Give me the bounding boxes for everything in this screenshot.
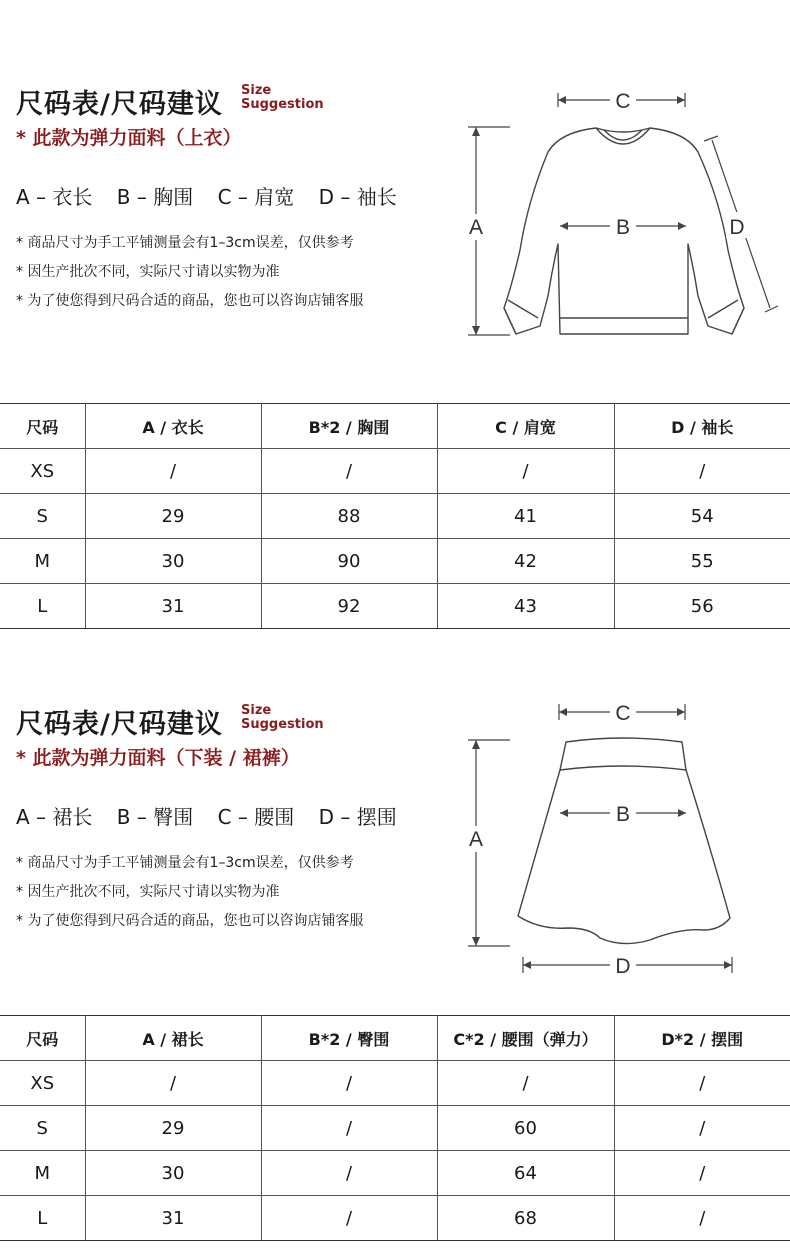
table-cell: / xyxy=(614,449,790,494)
table-cell: 29 xyxy=(85,494,261,539)
table-cell: 31 xyxy=(85,584,261,629)
table-row xyxy=(0,1151,790,1196)
table-cell: / xyxy=(614,1061,790,1106)
table-cell: 30 xyxy=(85,1151,261,1196)
table-header-cell: B*2 / 臀围 xyxy=(261,1016,437,1061)
note-line: * 因生产批次不同，实际尺寸请以实物为准 xyxy=(16,884,280,900)
table-cell: 41 xyxy=(437,494,614,539)
table-header-cell: B*2 / 胸围 xyxy=(261,404,437,449)
table-cell: 54 xyxy=(614,494,790,539)
table-cell: / xyxy=(261,1106,437,1151)
bottom-size-table xyxy=(0,1015,790,1241)
table-cell: 29 xyxy=(85,1106,261,1151)
label-d: D xyxy=(615,955,631,978)
table-cell: 68 xyxy=(437,1196,614,1241)
page-title: 尺码表/尺码建议 xyxy=(16,89,223,120)
table-cell: / xyxy=(614,1151,790,1196)
table-row xyxy=(0,1106,790,1151)
note-line: * 商品尺寸为手工平铺测量会有1–3cm误差，仅供参考 xyxy=(16,235,354,251)
note-line: * 商品尺寸为手工平铺测量会有1–3cm误差，仅供参考 xyxy=(16,855,354,871)
label-b: B xyxy=(615,803,631,826)
table-cell: 60 xyxy=(437,1106,614,1151)
table-cell: L xyxy=(0,1196,85,1241)
legend-item: A – 衣长 xyxy=(16,185,93,209)
table-cell: / xyxy=(261,1061,437,1106)
legend-item: C – 腰围 xyxy=(217,805,295,829)
table-cell: / xyxy=(261,449,437,494)
table-cell: / xyxy=(261,1196,437,1241)
table-header-row xyxy=(0,1016,790,1061)
label-c: C xyxy=(615,702,631,725)
legend-item: B – 臀围 xyxy=(116,805,194,829)
table-row xyxy=(0,1196,790,1241)
size-suggestion-label: Size Suggestion xyxy=(241,703,324,732)
table-cell: / xyxy=(614,1106,790,1151)
label-b: B xyxy=(615,216,631,239)
table-cell: M xyxy=(0,1151,85,1196)
table-header-cell: A / 衣长 xyxy=(85,404,261,449)
table-cell: XS xyxy=(0,1061,85,1106)
table-cell: 56 xyxy=(614,584,790,629)
table-cell: / xyxy=(85,449,261,494)
fabric-note: * 此款为弹力面料（下装 / 裙裤） xyxy=(16,747,300,769)
table-cell: 31 xyxy=(85,1196,261,1241)
table-cell: 55 xyxy=(614,539,790,584)
legend-item: D – 袖长 xyxy=(318,185,397,209)
label-c: C xyxy=(615,90,631,113)
note-line: * 为了使您得到尺码合适的商品，您也可以咨询店铺客服 xyxy=(16,293,364,309)
legend-item: A – 裙长 xyxy=(16,805,93,829)
measurement-legend xyxy=(16,801,415,830)
table-cell: 90 xyxy=(261,539,437,584)
table-cell: 30 xyxy=(85,539,261,584)
table-cell: 92 xyxy=(261,584,437,629)
skirt-diagram xyxy=(450,695,790,985)
table-cell: / xyxy=(261,1151,437,1196)
table-cell: / xyxy=(437,1061,614,1106)
table-header-cell: D / 袖长 xyxy=(614,404,790,449)
table-cell: M xyxy=(0,539,85,584)
table-header-cell: C*2 / 腰围（弹力） xyxy=(437,1016,614,1061)
note-line: * 为了使您得到尺码合适的商品，您也可以咨询店铺客服 xyxy=(16,913,364,929)
table-cell: S xyxy=(0,494,85,539)
legend-item: D – 摆围 xyxy=(318,805,397,829)
table-cell: 88 xyxy=(261,494,437,539)
table-cell: L xyxy=(0,584,85,629)
legend-item: C – 肩宽 xyxy=(217,185,295,209)
size-suggestion-label: Size Suggestion xyxy=(241,83,324,112)
table-header-cell: C / 肩宽 xyxy=(437,404,614,449)
table-cell: XS xyxy=(0,449,85,494)
table-header-cell: D*2 / 摆围 xyxy=(614,1016,790,1061)
label-a: A xyxy=(468,216,484,239)
legend-item: B – 胸围 xyxy=(116,185,194,209)
table-cell: 64 xyxy=(437,1151,614,1196)
label-a: A xyxy=(468,828,484,851)
fabric-note: * 此款为弹力面料（上衣） xyxy=(16,127,242,149)
table-row xyxy=(0,1061,790,1106)
table-cell: S xyxy=(0,1106,85,1151)
table-header-cell: 尺码 xyxy=(0,404,85,449)
page-title: 尺码表/尺码建议 xyxy=(16,709,223,740)
note-line: * 因生产批次不同，实际尺寸请以实物为准 xyxy=(16,264,280,280)
label-d: D xyxy=(729,216,745,239)
table-cell: / xyxy=(614,1196,790,1241)
table-header-cell: A / 裙长 xyxy=(85,1016,261,1061)
table-header-cell: 尺码 xyxy=(0,1016,85,1061)
table-cell: 43 xyxy=(437,584,614,629)
table-cell: / xyxy=(437,449,614,494)
table-cell: / xyxy=(85,1061,261,1106)
table-cell: 42 xyxy=(437,539,614,584)
